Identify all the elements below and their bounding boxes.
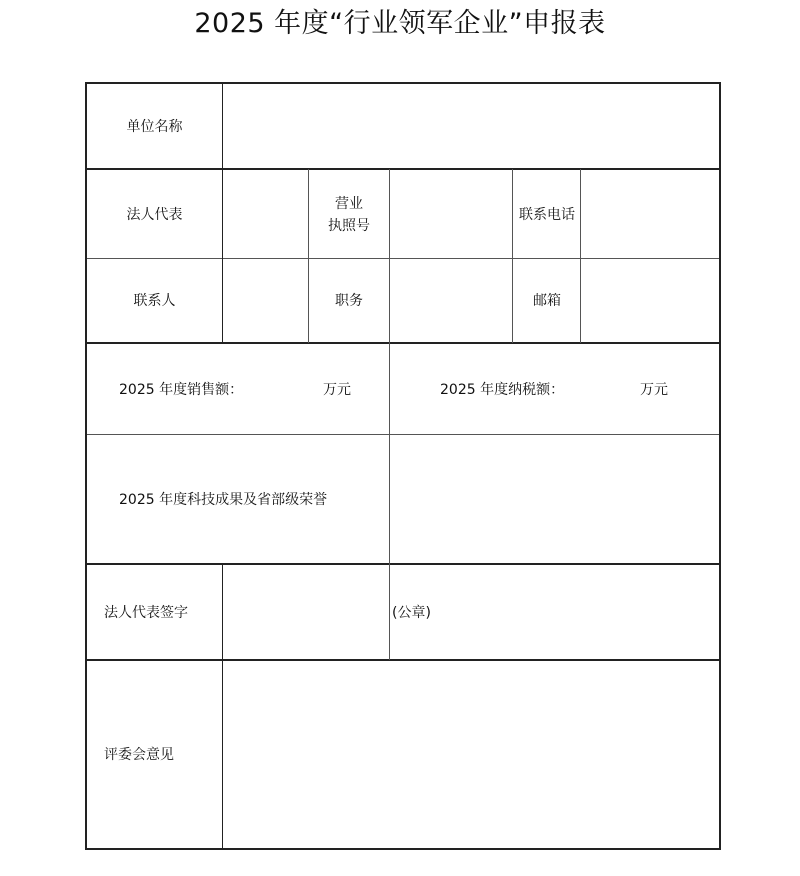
committee-opinion-label [86, 661, 223, 849]
sales-label: 2025 年度销售额： [119, 381, 244, 398]
business-license-label [309, 170, 389, 259]
page-title: 2025 年度“行业领军企业”申报表 [194, 8, 606, 39]
honors-label-text: 2025 年度科技成果及省部级荣誉 [119, 491, 328, 508]
committee-opinion-label-text: 评委会意见 [104, 747, 174, 763]
email-label: 邮箱 [533, 293, 561, 309]
official-seal-area[interactable] [390, 565, 720, 660]
tax-field[interactable] [390, 344, 720, 435]
signature-label [86, 565, 223, 660]
tax-label: 2025 年度纳税额： [440, 381, 565, 398]
unit-name-label: 单位名称 [126, 118, 183, 135]
sales-unit: 万元 [323, 381, 351, 398]
honors-label [86, 435, 389, 564]
committee-opinion-field[interactable] [223, 661, 720, 849]
business-license-field[interactable] [390, 170, 513, 259]
tax-unit: 万元 [640, 381, 668, 398]
honors-field[interactable] [390, 435, 720, 564]
official-seal-label: (公章) [392, 604, 431, 621]
email-field[interactable] [581, 259, 720, 343]
business-license-label-line2: 执照号 [328, 217, 370, 234]
business-license-label-line1: 营业 [335, 195, 363, 212]
unit-name-field[interactable] [223, 84, 720, 169]
contact-person-label: 联系人 [133, 293, 176, 309]
legal-rep-label: 法人代表 [126, 206, 183, 223]
legal-rep-field[interactable] [223, 170, 309, 259]
phone-label: 联系电话 [519, 206, 575, 223]
phone-field[interactable] [581, 170, 720, 259]
signature-label-text: 法人代表签字 [104, 604, 188, 621]
position-field[interactable] [390, 259, 513, 343]
signature-field[interactable] [223, 565, 389, 660]
contact-person-field[interactable] [223, 259, 309, 343]
position-label: 职务 [335, 293, 363, 309]
sales-field[interactable] [86, 344, 389, 435]
